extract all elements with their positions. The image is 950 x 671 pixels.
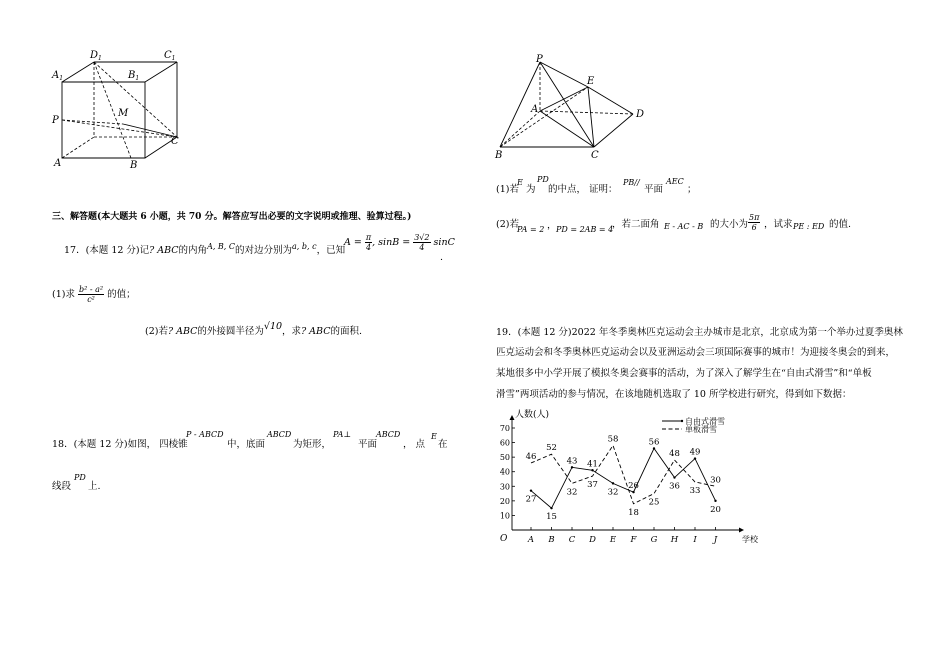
q18-2-mid3: ，试求 xyxy=(764,219,793,230)
data-label: 32 xyxy=(607,487,619,498)
origin-label: O xyxy=(500,534,508,544)
legend-label-1: 自由式滑雪 xyxy=(685,417,725,426)
q19-line-1: 19．(本题 12 分)2022 年冬季奥林匹克运动会主办城市是北京，北京成为第一个举办过夏季奥林 xyxy=(496,327,903,338)
data-point xyxy=(530,489,532,491)
data-label: 26 xyxy=(628,481,639,492)
x-axis-arrow xyxy=(739,528,744,533)
q18-2-mid2: 的大小为 xyxy=(710,219,749,230)
q18-2-ratio: PE : ED xyxy=(793,222,825,231)
data-label: 56 xyxy=(648,437,660,448)
q18-text-segment: 线段 xyxy=(52,481,72,492)
question-17-condition: A = $\frac{\pi}{4}$ , sinB = $\frac{3√2}{4}$ sinC xyxy=(344,233,455,252)
chart-legend xyxy=(662,416,725,434)
svg-text:D1: $D_1$ xyxy=(90,50,102,62)
chart-series xyxy=(526,434,721,522)
series-line-1 xyxy=(531,448,716,508)
pa-perp: PA⊥ xyxy=(333,430,351,439)
data-label: 48 xyxy=(669,449,680,460)
legend-label-2: 单板滑雪 xyxy=(685,425,717,434)
label-D1: D xyxy=(90,50,99,61)
y-tick-label: 70 xyxy=(499,424,510,433)
q18-2-mid: ，若二面角 xyxy=(612,219,660,230)
question-17-part-1: (1)求 $\frac{\text{b² - a²}}{\text{c²}}$ 的值； xyxy=(52,285,136,304)
pyramid-figure xyxy=(490,54,655,159)
y-tick-label: 10 xyxy=(499,511,510,521)
data-point xyxy=(694,457,696,459)
legend-marker xyxy=(681,420,683,422)
y-tick-label: 40 xyxy=(499,467,510,477)
label-C1: C xyxy=(164,50,172,61)
q18-2-comma: ， xyxy=(547,220,557,231)
x-tick-label: I xyxy=(693,535,697,544)
question-17-dot: . xyxy=(440,252,444,263)
q18-1-mid: 的中点， 证明： xyxy=(548,184,618,195)
q18-2-PD: PD = 2AB = 4 xyxy=(556,225,614,234)
x-tick-label: J xyxy=(713,535,718,544)
data-label: 32 xyxy=(566,487,578,498)
svg-text:C1: $C_1$ xyxy=(164,50,176,62)
pyr-label-D: D xyxy=(636,109,645,120)
y-axis-arrow xyxy=(510,415,515,420)
data-label: 20 xyxy=(710,504,721,515)
label-B1: B xyxy=(128,70,136,81)
pyr-label-B: B xyxy=(495,150,503,159)
data-label: 43 xyxy=(566,456,578,467)
data-point xyxy=(571,466,573,468)
x-tick-label: B xyxy=(548,535,555,544)
data-point xyxy=(653,447,655,449)
data-point xyxy=(632,491,634,493)
label-B: B xyxy=(130,160,138,171)
q18-text-base: 中，底面 xyxy=(227,439,266,450)
q18-part-2: (2)若 xyxy=(496,219,519,230)
data-label: 15 xyxy=(546,512,557,523)
x-tick-label: D xyxy=(589,535,596,544)
data-label: 52 xyxy=(546,443,557,454)
svg-text:A1: $A_1$ xyxy=(52,70,64,82)
x-tick-label: A xyxy=(527,535,535,544)
question-17-part-2: (2)若? ABC的外接圆半径为√10，求? ABC的面积. xyxy=(145,321,362,337)
data-label: 27 xyxy=(525,494,537,505)
data-point xyxy=(591,469,593,471)
data-label: 37 xyxy=(587,480,598,491)
q18-1-end: ； xyxy=(687,184,697,195)
segment-PD: PD xyxy=(74,473,86,482)
label-P: P xyxy=(52,115,59,126)
data-label: 18 xyxy=(628,507,639,518)
q18-text-point: ， 点 xyxy=(403,439,426,450)
q18-1-PB: PB// xyxy=(623,178,640,187)
question-17: 17．(本题 12 分)记? ABC的内角$^{A, B, C}$的对边分别为$^{a, b, c}$，已知 xyxy=(64,242,346,256)
q19-line-2: 匹克运动会和冬季奥林匹克运动会以及亚洲运动会三项国际赛事的城市！为迎接冬奥会的到来， xyxy=(496,347,896,358)
x-tick-label: G xyxy=(650,535,658,544)
q18-2-PA: PA = 2 xyxy=(517,225,545,234)
data-point xyxy=(673,476,675,478)
data-label: 30 xyxy=(710,475,721,486)
label-A1: A xyxy=(52,70,60,81)
data-label: 25 xyxy=(648,497,660,508)
line-chart xyxy=(494,408,759,544)
point-E: E xyxy=(431,432,437,441)
q18-part-1: (1)若 xyxy=(496,184,519,195)
q18-text-rect: 为矩形， xyxy=(293,439,332,450)
label-M: M xyxy=(118,108,129,119)
pyr-label-E: E xyxy=(587,76,595,87)
q18-1-plane: 平面 xyxy=(644,184,664,195)
data-label: 49 xyxy=(689,447,701,458)
q18-2-end: 的值. xyxy=(829,219,852,230)
q18-2-fraction: $\frac{5\pi}{6}$ xyxy=(749,213,760,232)
label-A: A xyxy=(54,158,62,169)
base-name: ABCD xyxy=(267,430,292,439)
q18-1-PD: PD xyxy=(537,175,549,184)
y-tick-label: 60 xyxy=(499,438,510,448)
data-point xyxy=(550,507,552,509)
q18-1-AEC: AEC xyxy=(666,177,684,186)
pyramid-name: P - ABCD xyxy=(186,430,224,439)
y-tick-label: 50 xyxy=(499,453,510,463)
label-C: C xyxy=(171,136,179,147)
q19-line-4: 滑雪”两项活动的参与情况，在该地随机选取了 10 所学校进行研究，得到如下数据： xyxy=(496,389,852,400)
x-tick-label: C xyxy=(568,535,576,544)
x-axis-label: 学校 xyxy=(742,535,758,544)
cube-figure xyxy=(48,48,198,173)
data-label: 46 xyxy=(525,451,537,462)
y-tick-label: 20 xyxy=(499,496,510,506)
data-label: 33 xyxy=(689,485,701,496)
data-label: 58 xyxy=(607,434,619,445)
q18-text-end: 上. xyxy=(88,481,101,492)
data-label: 41 xyxy=(587,459,598,470)
y-axis-label: 人数(人) xyxy=(515,410,550,420)
q18-1-E: E xyxy=(517,178,523,187)
x-tick-label: E xyxy=(609,535,617,544)
series-line-2 xyxy=(531,445,716,503)
svg-text:B1: $B_1$ xyxy=(128,70,140,82)
data-label: 36 xyxy=(669,481,680,492)
y-tick-label: 30 xyxy=(499,482,510,492)
q19-line-3: 某地很多中小学开展了模拟冬奥会赛事的活动，为了深入了解学生在“自由式滑雪”和“单板 xyxy=(496,368,872,379)
pyr-label-A: A xyxy=(531,104,539,115)
pyr-label-C: C xyxy=(591,150,599,159)
plane-name: ABCD xyxy=(376,430,401,439)
x-tick-label: F xyxy=(630,535,637,544)
data-point xyxy=(612,482,614,484)
q18-text-plane: 平面 xyxy=(358,439,378,450)
q18-text-on: 在 xyxy=(438,439,448,450)
question-18: 18．(本题 12 分)如图， 四棱锥 xyxy=(52,439,188,450)
section-3-heading: 三、解答题(本大题共 6 小题，共 70 分。解答应写出必要的文字说明或推理、验算过程。) xyxy=(52,212,412,222)
q18-2-angle: E - AC - B xyxy=(664,222,704,231)
data-point xyxy=(714,500,716,502)
x-tick-label: H xyxy=(670,535,679,544)
pyr-label-P: P xyxy=(536,54,543,65)
q18-1-wei: 为 xyxy=(526,184,536,195)
